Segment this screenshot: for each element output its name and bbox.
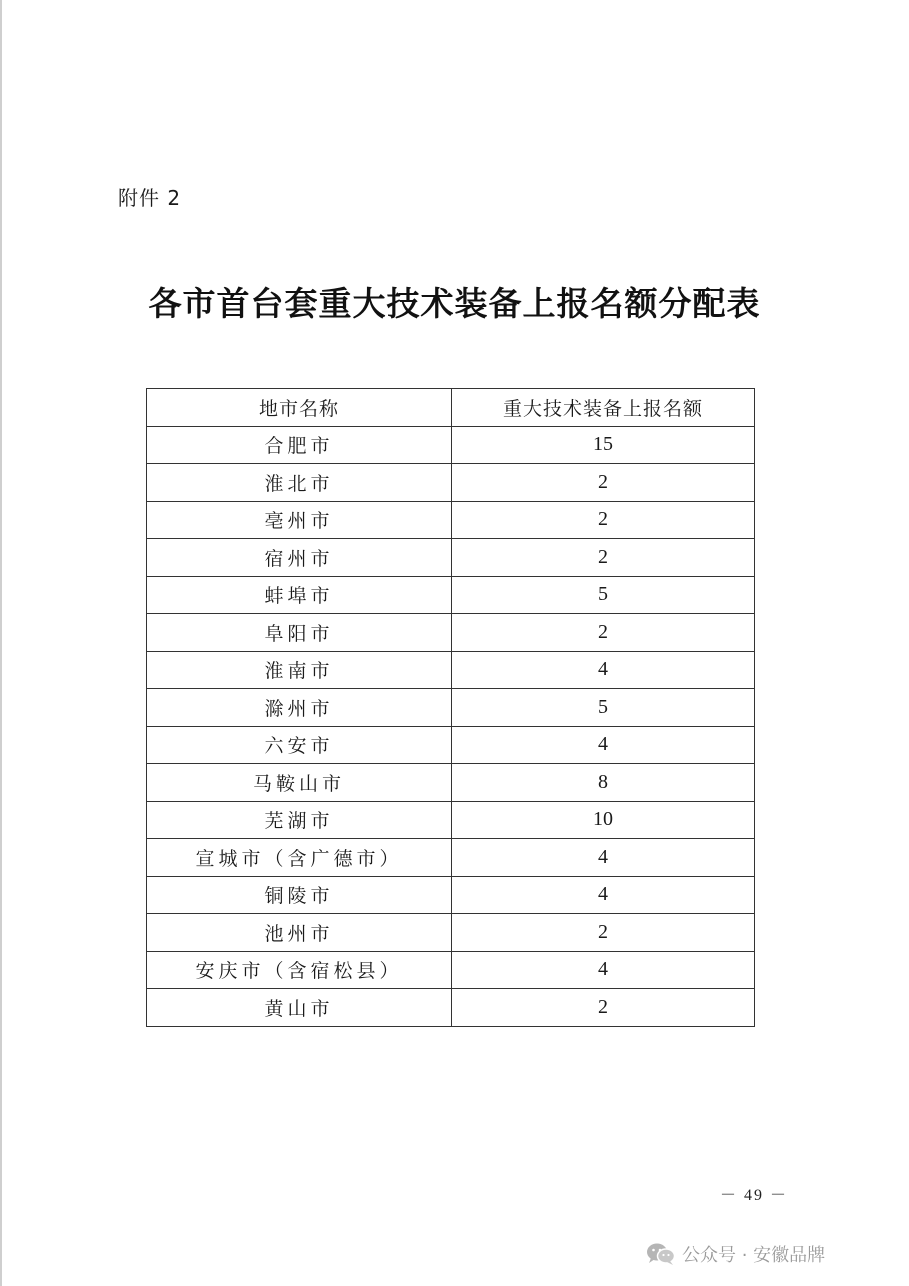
city-cell: 安庆市（含宿松县） (147, 951, 452, 989)
quota-cell: 4 (452, 951, 755, 989)
table-row (147, 876, 755, 914)
table-row (147, 989, 755, 1027)
quota-cell: 2 (452, 501, 755, 539)
table-row (147, 914, 755, 952)
city-cell: 合肥市 (147, 426, 452, 464)
table-row (147, 614, 755, 652)
table-row (147, 951, 755, 989)
city-cell: 黄山市 (147, 989, 452, 1027)
quota-cell: 15 (452, 426, 755, 464)
quota-cell: 2 (452, 539, 755, 577)
city-cell: 滁州市 (147, 689, 452, 727)
table-row (147, 839, 755, 877)
quota-cell: 4 (452, 651, 755, 689)
city-cell: 淮北市 (147, 464, 452, 502)
quota-cell: 2 (452, 989, 755, 1027)
quota-cell: 2 (452, 914, 755, 952)
attachment-label: 附件 2 (118, 186, 182, 210)
city-cell: 池州市 (147, 914, 452, 952)
table-row (147, 426, 755, 464)
page-edge (0, 0, 2, 1286)
city-cell: 亳州市 (147, 501, 452, 539)
quota-cell: 5 (452, 576, 755, 614)
table-row (147, 651, 755, 689)
table-row (147, 501, 755, 539)
table-row (147, 726, 755, 764)
table-row (147, 764, 755, 802)
table-row (147, 539, 755, 577)
quota-table (146, 388, 755, 1027)
wechat-icon (646, 1242, 676, 1266)
quota-cell: 2 (452, 464, 755, 502)
header-quota: 重大技术装备上报名额 (452, 389, 755, 427)
header-city: 地市名称 (147, 389, 452, 427)
city-cell: 宣城市（含广德市） (147, 839, 452, 877)
city-cell: 阜阳市 (147, 614, 452, 652)
city-cell: 铜陵市 (147, 876, 452, 914)
quota-cell: 4 (452, 876, 755, 914)
city-cell: 宿州市 (147, 539, 452, 577)
city-cell: 淮南市 (147, 651, 452, 689)
quota-cell: 5 (452, 689, 755, 727)
quota-cell: 2 (452, 614, 755, 652)
document-title: 各市首台套重大技术装备上报名额分配表 (148, 284, 761, 323)
quota-cell: 8 (452, 764, 755, 802)
table-header-row (147, 389, 755, 427)
page-number: － 49 － (720, 1187, 789, 1204)
quota-cell: 4 (452, 726, 755, 764)
city-cell: 六安市 (147, 726, 452, 764)
city-cell: 蚌埠市 (147, 576, 452, 614)
table-row (147, 801, 755, 839)
table-row (147, 464, 755, 502)
wechat-watermark (646, 1240, 825, 1268)
watermark-text: 公众号 · 安徽品牌 (682, 1245, 826, 1266)
quota-cell: 10 (452, 801, 755, 839)
city-cell: 芜湖市 (147, 801, 452, 839)
city-cell: 马鞍山市 (147, 764, 452, 802)
table-row (147, 689, 755, 727)
table-row (147, 576, 755, 614)
quota-cell: 4 (452, 839, 755, 877)
